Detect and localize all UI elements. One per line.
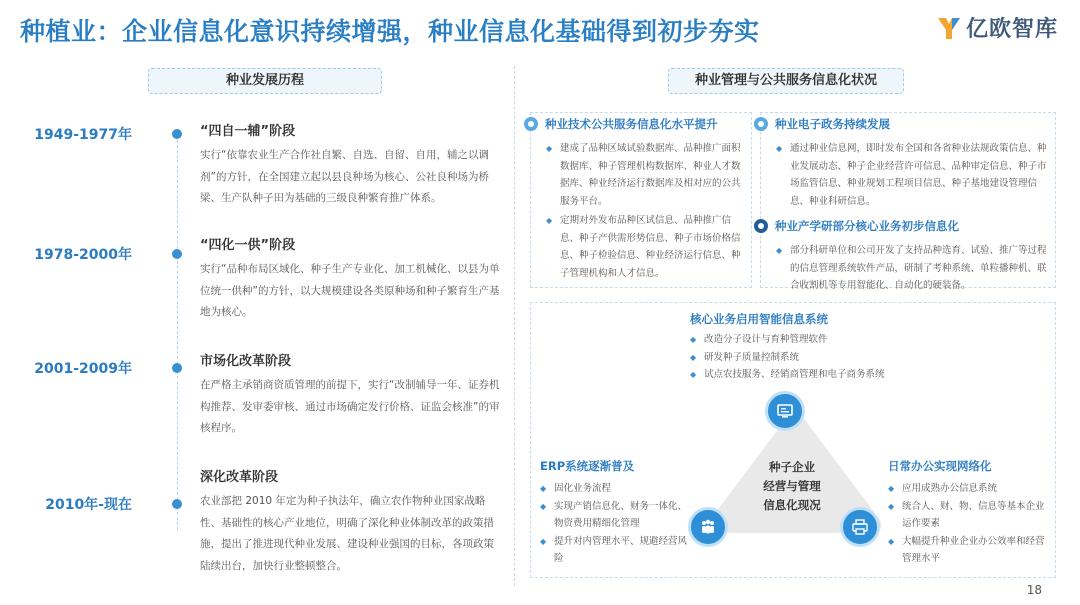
timeline-dot <box>172 129 182 139</box>
timeline-year: 2010年-现在 <box>45 497 132 513</box>
timeline-year: 1949-1977年 <box>34 127 132 143</box>
page-title: 种植业：企业信息化意识持续增强，种业信息化基础得到初步夯实 <box>20 17 760 46</box>
list-item: ◆ 研发种子质量控制系统 <box>690 349 930 367</box>
core-box <box>690 311 930 384</box>
office-list <box>888 480 1050 568</box>
timeline-dot <box>172 363 182 373</box>
people-icon <box>699 518 717 536</box>
erp-box <box>540 458 688 568</box>
stage-description: 农业部把 2010 年定为种子执法年，确立农作物种业国家战略性、基础性的核心产业地位，明确了深化种业体制改革的政策措施，提出了推进现代种业发展、建设种业强国的目标，各项政策陆续出台，加快行业整顿整合。 <box>200 495 494 572</box>
list-item: ◆ 提升对内管理水平、规避经营风险 <box>540 533 688 568</box>
list-item: ◆ 统合人、财、物、信息等基本企业运作要素 <box>888 498 1050 533</box>
stage-title: “四化一供”阶段 <box>200 238 296 253</box>
printer-icon <box>851 518 869 536</box>
list-item: ◆ 实现产销信息化、财务一体化、物资费用精细化管理 <box>540 498 688 533</box>
logo-text: 亿欧智库 <box>965 17 1058 42</box>
list-item: ◆ 通过种业信息网，即时发布全国和各省种业法规政策信息、种业发展动态、种子企业经营许可信息、品种审定信息、种子市场监管信息、种业规划工程项目信息、种子基地建设管理信息、种业科研信息。 <box>776 140 1050 210</box>
office-box <box>888 458 1050 568</box>
circle-bullet-icon <box>754 219 768 233</box>
research-list <box>754 242 1050 295</box>
timeline-line <box>177 135 178 530</box>
office-title: 日常办公实现网络化 <box>888 459 992 473</box>
printer-icon-circle <box>840 507 880 547</box>
list-item: ◆ 定期对外发布品种区试信息、品种推广信息、种子产供需形势信息、种子市场价格信息、种子检验信息、种业经济运行信息、种子管理机构和人才信息。 <box>546 212 746 282</box>
timeline-stage <box>200 120 500 210</box>
timeline-dot <box>172 249 182 259</box>
page-number: 18 <box>1026 583 1042 597</box>
section-header-history: 种业发展历程 <box>148 68 382 94</box>
timeline-stage <box>200 350 500 440</box>
timeline-year: 1978-2000年 <box>34 247 132 263</box>
stage-description: 在严格主承销商资质管理的前提下，实行“改制辅导一年、证券机构推荐、发审委审核、通过市场确定发行价格、证监会核准”的审核程序。 <box>200 379 500 434</box>
stage-description: 实行“依靠农业生产合作社自繁、自选、自留、自用，辅之以调剂”的方针，在全国建立起以县良种场为核心、公社良种场为桥梁、生产队种子田为基础的三级良种繁育推广体系。 <box>200 149 489 204</box>
yiou-logo-icon <box>936 15 962 41</box>
monitor-icon-circle <box>765 391 805 431</box>
list-item: ◆ 建成了品种区域试验数据库、品种推广面积数据库、种子管理机构数据库、种业人才数据库、种业经济运行数据库及相对应的公共服务平台。 <box>546 140 746 210</box>
research-box <box>754 218 1050 295</box>
timeline-stage <box>200 466 500 577</box>
stage-title: 市场化改革阶段 <box>200 354 292 369</box>
egov-title: 种业电子政务持续发展 <box>775 117 890 131</box>
egov-list <box>754 140 1050 210</box>
erp-title: ERP系统逐渐普及 <box>540 459 635 473</box>
erp-list <box>540 480 688 568</box>
list-item: ◆ 试点农技服务、经销商管理和电子商务系统 <box>690 366 930 384</box>
research-title: 种业产学研部分核心业务初步信息化 <box>775 219 959 233</box>
people-icon-circle <box>688 507 728 547</box>
list-item: ◆ 大幅提升种业企业办公效率和经营管理水平 <box>888 533 1050 568</box>
vertical-divider <box>514 66 515 586</box>
tech-service-box <box>524 116 746 282</box>
list-item: ◆ 固化业务流程 <box>540 480 688 498</box>
circle-bullet-icon <box>524 117 538 131</box>
list-item: ◆ 应用成熟办公信息系统 <box>888 480 1050 498</box>
tech-list <box>524 140 746 282</box>
timeline-year: 2001-2009年 <box>34 361 132 377</box>
egov-box <box>754 116 1050 210</box>
stage-description: 实行“品种布局区域化、种子生产专业化、加工机械化、以县为单位统一供种”的方针，以大规模建设各类原种场和种子繁育生产基地为核心。 <box>200 263 500 318</box>
timeline-dot <box>172 499 182 509</box>
list-item: ◆ 改造分子设计与育种管理软件 <box>690 331 930 349</box>
core-title: 核心业务启用智能信息系统 <box>690 312 828 326</box>
logo <box>936 12 1058 43</box>
tech-title: 种业技术公共服务信息化水平提升 <box>545 117 718 131</box>
stage-title: 深化改革阶段 <box>200 470 279 485</box>
section-header-management: 种业管理与公共服务信息化状况 <box>668 68 904 94</box>
monitor-icon <box>776 402 794 420</box>
timeline-stage <box>200 234 500 324</box>
triangle-center-text: 种子企业 经营与管理 信息化现况 <box>763 460 821 512</box>
circle-bullet-icon <box>754 117 768 131</box>
stage-title: “四自一辅”阶段 <box>200 124 296 139</box>
core-list <box>690 331 930 384</box>
list-item: ◆ 部分科研单位和公司开发了支持品种选育、试验、推广等过程的信息管理系统软件产品，研制了考种系统、单粒播种机、联合收割机等专用智能化、自动化的硬装备。 <box>776 242 1050 295</box>
